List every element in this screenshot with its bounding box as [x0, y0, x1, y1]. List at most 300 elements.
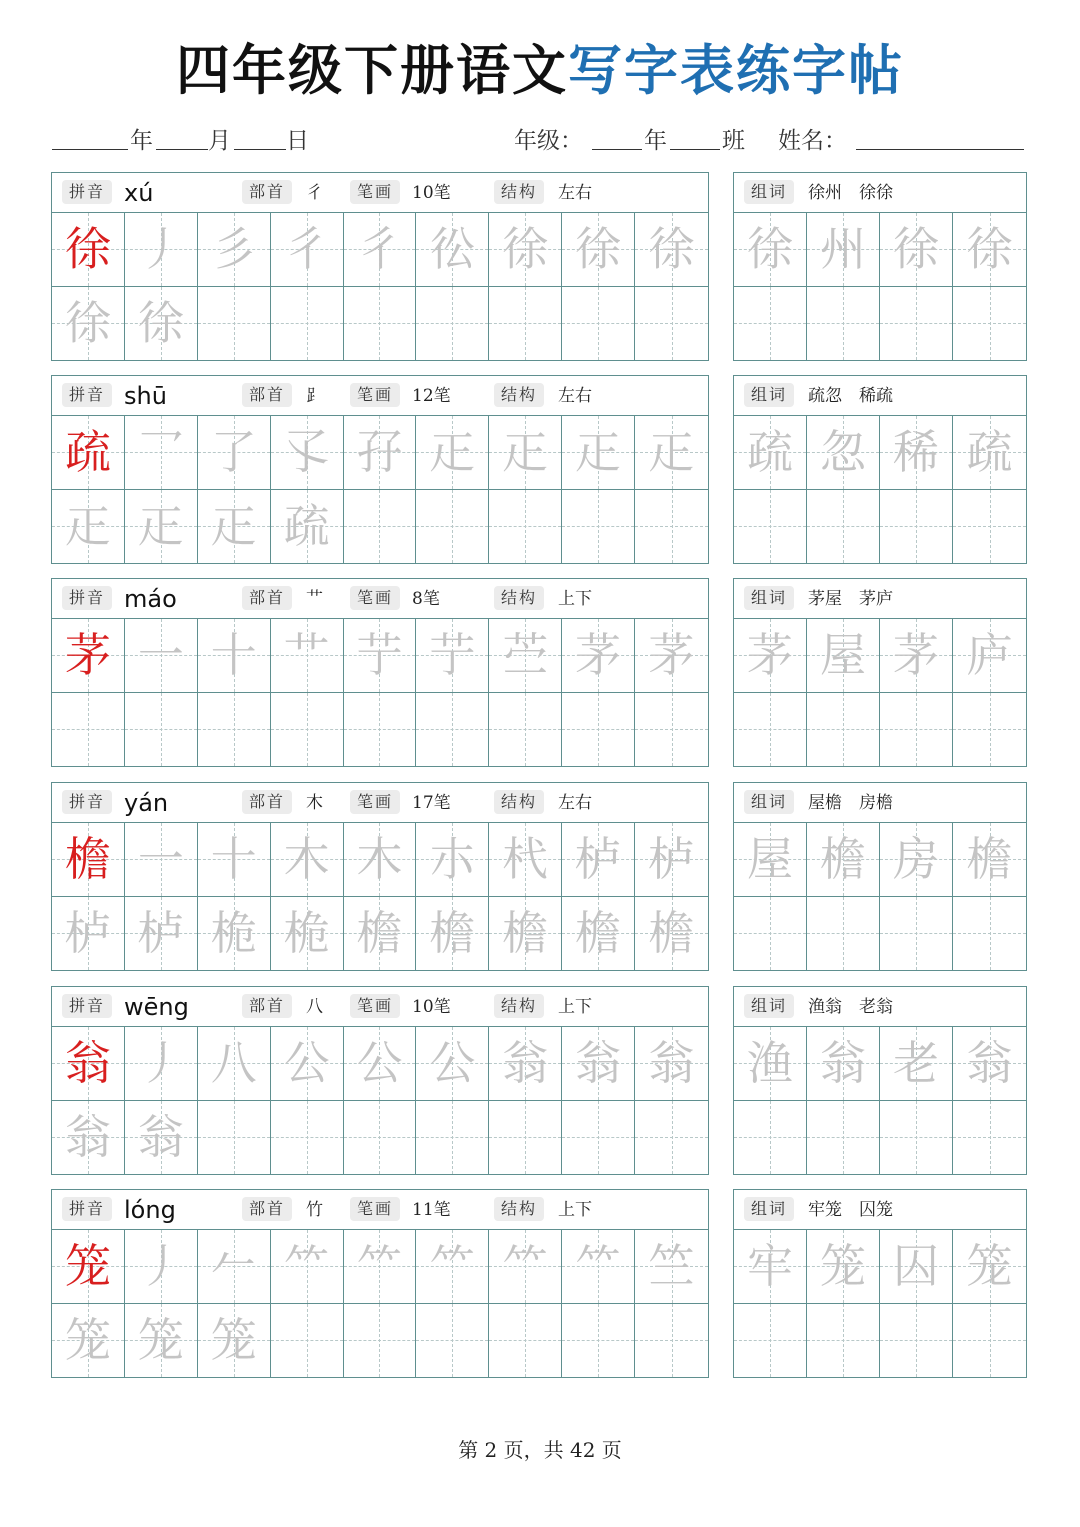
stroke-step-char: 翁 — [64, 1110, 111, 1165]
word-trace-char: 翁 — [966, 1036, 1013, 1091]
stroke-panel-header — [52, 987, 708, 1027]
practice-cell[interactable] — [344, 287, 417, 361]
stroke-step-char: 翁 — [137, 1110, 184, 1165]
word-cell[interactable] — [807, 823, 880, 897]
practice-cell[interactable] — [198, 1027, 271, 1101]
practice-cell[interactable] — [125, 619, 198, 693]
word-cell[interactable] — [807, 1101, 880, 1175]
word-cell[interactable] — [880, 897, 953, 971]
practice-cell[interactable] — [562, 619, 635, 693]
practice-cell[interactable] — [416, 416, 489, 490]
practice-cell[interactable] — [198, 1101, 271, 1175]
name-blank[interactable] — [856, 149, 1024, 150]
stroke-step-char: 丿 — [137, 222, 184, 277]
structure-value: 左右 — [558, 386, 592, 406]
radical-value: 彳 — [306, 183, 323, 203]
practice-cell[interactable] — [562, 823, 635, 897]
practice-cell[interactable] — [489, 213, 562, 287]
practice-cell[interactable] — [52, 1230, 125, 1304]
word-trace-char: 笼 — [820, 1239, 866, 1294]
practice-cell[interactable] — [198, 1230, 271, 1304]
practice-cell[interactable] — [271, 1304, 344, 1378]
char-row — [51, 172, 1027, 361]
word-cell[interactable] — [953, 1304, 1026, 1378]
pinyin-tag: 拼音 — [62, 790, 112, 814]
stroke-step-char: 檐 — [502, 906, 549, 961]
practice-cell[interactable] — [125, 1304, 198, 1378]
practice-cell[interactable] — [489, 287, 562, 361]
word-cell[interactable] — [734, 1101, 807, 1175]
practice-cell[interactable] — [635, 619, 708, 693]
stroke-panel — [51, 375, 709, 564]
practice-cell[interactable] — [271, 416, 344, 490]
practice-cell[interactable] — [489, 619, 562, 693]
stroke-grid — [52, 1027, 708, 1174]
radical-tag: 部首 — [242, 1197, 292, 1221]
practice-cell[interactable] — [562, 416, 635, 490]
strokes-value: 11笔 — [412, 1200, 451, 1220]
practice-cell[interactable] — [416, 1304, 489, 1378]
stroke-step-char: 徐 — [137, 296, 184, 351]
practice-cell[interactable] — [635, 897, 708, 971]
words-tag: 组词 — [744, 383, 794, 407]
strokes-tag: 笔画 — [350, 180, 400, 204]
practice-cell[interactable] — [198, 897, 271, 971]
practice-cell[interactable] — [635, 1230, 708, 1304]
stroke-panel-header — [52, 783, 708, 823]
words-tag: 组词 — [744, 586, 794, 610]
word-trace-char: 徐 — [966, 222, 1013, 277]
stroke-step-char: 栌 — [575, 832, 622, 887]
words-value: 茅屋 茅庐 — [808, 589, 893, 609]
practice-cell[interactable] — [271, 1027, 344, 1101]
practice-cell[interactable] — [416, 287, 489, 361]
structure-value: 上下 — [558, 997, 592, 1017]
word-panel — [733, 375, 1027, 564]
strokes-value: 10笔 — [412, 997, 451, 1017]
practice-cell[interactable] — [635, 213, 708, 287]
stroke-step-char: 孖 — [356, 425, 403, 480]
practice-cell[interactable] — [344, 213, 417, 287]
stroke-step-char: 疏 — [283, 499, 330, 554]
grade-class-blank[interactable] — [670, 149, 720, 150]
practice-cell[interactable] — [489, 1101, 562, 1175]
practice-cell[interactable] — [198, 1304, 271, 1378]
practice-cell[interactable] — [416, 1230, 489, 1304]
word-cell[interactable] — [734, 1027, 807, 1101]
radical-tag: 部首 — [242, 790, 292, 814]
words-tag: 组词 — [744, 994, 794, 1018]
practice-cell[interactable] — [125, 1230, 198, 1304]
word-cell[interactable] — [880, 213, 953, 287]
practice-cell[interactable] — [198, 619, 271, 693]
word-cell[interactable] — [880, 823, 953, 897]
month-blank[interactable] — [156, 149, 208, 150]
word-trace-char: 笼 — [966, 1239, 1013, 1294]
practice-cell[interactable] — [489, 490, 562, 564]
words-value: 牢笼 囚笼 — [808, 1200, 893, 1220]
practice-cell[interactable] — [635, 287, 708, 361]
practice-cell[interactable] — [635, 1101, 708, 1175]
char-row — [51, 782, 1027, 971]
page-footer: 第 2 页，共 42 页 — [458, 1438, 622, 1462]
practice-cell[interactable] — [489, 897, 562, 971]
practice-cell[interactable] — [125, 823, 198, 897]
practice-cell[interactable] — [562, 287, 635, 361]
stroke-step-char: ⺮ — [575, 1239, 622, 1294]
stroke-grid — [52, 213, 708, 360]
practice-cell[interactable] — [416, 1027, 489, 1101]
word-trace-char: 疏 — [747, 425, 793, 480]
stroke-panel-header — [52, 173, 708, 213]
word-cell[interactable] — [880, 1230, 953, 1304]
stroke-step-char: 艹 — [283, 628, 330, 683]
stroke-step-char: 檐 — [648, 906, 695, 961]
model-char: 笼 — [64, 1239, 111, 1294]
word-grid — [734, 1230, 1026, 1377]
radical-value: ⻊ — [306, 386, 323, 406]
word-cell[interactable] — [880, 1027, 953, 1101]
practice-cell[interactable] — [344, 823, 417, 897]
stroke-step-char: 𤴓 — [210, 499, 257, 554]
word-cell[interactable] — [953, 693, 1026, 767]
words-value: 疏忽 稀疏 — [808, 386, 893, 406]
practice-cell[interactable] — [344, 490, 417, 564]
word-cell[interactable] — [880, 1304, 953, 1378]
practice-cell[interactable] — [562, 1230, 635, 1304]
word-cell[interactable] — [880, 287, 953, 361]
word-cell[interactable] — [807, 1230, 880, 1304]
practice-cell[interactable] — [271, 1101, 344, 1175]
word-grid — [734, 823, 1026, 970]
practice-cell[interactable] — [562, 1027, 635, 1101]
radical-value: 木 — [306, 793, 323, 813]
strokes-tag: 笔画 — [350, 586, 400, 610]
year-blank[interactable] — [52, 149, 128, 150]
practice-cell[interactable] — [52, 213, 125, 287]
practice-cell[interactable] — [635, 416, 708, 490]
stroke-step-char: 笼 — [210, 1313, 257, 1368]
word-cell[interactable] — [807, 1304, 880, 1378]
stroke-step-char: 朩 — [429, 832, 476, 887]
stroke-panel — [51, 172, 709, 361]
pinyin-value: lóng — [124, 1196, 176, 1224]
word-cell[interactable] — [953, 416, 1026, 490]
practice-cell[interactable] — [344, 619, 417, 693]
day-label: 日 — [286, 128, 309, 154]
practice-cell[interactable] — [125, 1027, 198, 1101]
stroke-panel-header — [52, 1190, 708, 1230]
word-cell[interactable] — [807, 416, 880, 490]
word-trace-char: 囚 — [893, 1239, 939, 1294]
word-cell[interactable] — [734, 823, 807, 897]
word-cell[interactable] — [734, 897, 807, 971]
practice-cell[interactable] — [635, 823, 708, 897]
strokes-tag: 笔画 — [350, 994, 400, 1018]
stroke-step-char: ⺮ — [356, 1239, 403, 1294]
pinyin-value: yán — [124, 789, 169, 817]
practice-cell[interactable] — [416, 490, 489, 564]
radical-value: 竹 — [306, 1200, 323, 1220]
stroke-step-char: 茅 — [648, 628, 695, 683]
stroke-step-char: 徐 — [64, 296, 111, 351]
model-char: 徐 — [64, 222, 111, 277]
word-cell[interactable] — [953, 213, 1026, 287]
word-cell[interactable] — [953, 1027, 1026, 1101]
radical-value: 艹 — [306, 589, 323, 609]
grade-class-label: 班 — [722, 128, 745, 154]
word-trace-char: 牢 — [747, 1239, 793, 1294]
stroke-panel — [51, 782, 709, 971]
stroke-panel — [51, 1189, 709, 1378]
stroke-step-char: ⺮ — [502, 1239, 549, 1294]
radical-tag: 部首 — [242, 994, 292, 1018]
word-grid — [734, 619, 1026, 766]
words-tag: 组词 — [744, 790, 794, 814]
practice-cell[interactable] — [271, 619, 344, 693]
practice-cell[interactable] — [489, 1304, 562, 1378]
word-cell[interactable] — [807, 490, 880, 564]
practice-cell[interactable] — [562, 490, 635, 564]
practice-cell[interactable] — [344, 416, 417, 490]
stroke-step-char: ⺮ — [429, 1239, 476, 1294]
stroke-step-char: 一 — [137, 832, 184, 887]
stroke-step-char: 木 — [356, 832, 403, 887]
stroke-step-char: 竺 — [648, 1239, 695, 1294]
word-panel-header — [734, 1190, 1026, 1230]
practice-cell[interactable] — [271, 287, 344, 361]
structure-tag: 结构 — [494, 586, 544, 610]
stroke-step-char: 𤴓 — [429, 425, 476, 480]
day-blank[interactable] — [234, 149, 286, 150]
char-row — [51, 578, 1027, 767]
word-trace-char: 檐 — [966, 832, 1013, 887]
stroke-grid — [52, 416, 708, 563]
practice-cell[interactable] — [635, 490, 708, 564]
practice-cell[interactable] — [271, 693, 344, 767]
practice-cell[interactable] — [52, 1101, 125, 1175]
word-trace-char: 疏 — [966, 425, 1013, 480]
practice-cell[interactable] — [344, 897, 417, 971]
word-panel — [733, 782, 1027, 971]
practice-cell[interactable] — [271, 823, 344, 897]
word-panel-header — [734, 173, 1026, 213]
structure-tag: 结构 — [494, 180, 544, 204]
practice-cell[interactable] — [125, 490, 198, 564]
char-row — [51, 375, 1027, 564]
practice-cell[interactable] — [52, 897, 125, 971]
practice-cell[interactable] — [52, 619, 125, 693]
practice-cell[interactable] — [125, 693, 198, 767]
stroke-step-char: 桅 — [210, 906, 257, 961]
words-value: 徐州 徐徐 — [808, 183, 893, 203]
stroke-step-char: 十 — [210, 832, 257, 887]
word-grid — [734, 213, 1026, 360]
word-cell[interactable] — [807, 1027, 880, 1101]
practice-cell[interactable] — [198, 693, 271, 767]
word-cell[interactable] — [953, 490, 1026, 564]
word-cell[interactable] — [880, 1101, 953, 1175]
strokes-tag: 笔画 — [350, 383, 400, 407]
word-cell[interactable] — [734, 693, 807, 767]
strokes-value: 8笔 — [412, 589, 440, 609]
practice-cell[interactable] — [125, 897, 198, 971]
practice-cell[interactable] — [344, 1027, 417, 1101]
structure-value: 上下 — [558, 1200, 592, 1220]
word-cell[interactable] — [734, 490, 807, 564]
practice-cell[interactable] — [489, 1027, 562, 1101]
grade-year-blank[interactable] — [592, 149, 642, 150]
word-cell[interactable] — [807, 693, 880, 767]
practice-cell[interactable] — [52, 287, 125, 361]
word-trace-char: 徐 — [747, 222, 793, 277]
words-tag: 组词 — [744, 1197, 794, 1221]
practice-cell[interactable] — [416, 619, 489, 693]
radical-tag: 部首 — [242, 180, 292, 204]
stroke-step-char: 𤴓 — [64, 499, 111, 554]
word-trace-char: 屋 — [820, 628, 866, 683]
stroke-step-char: 笼 — [64, 1313, 111, 1368]
pinyin-tag: 拼音 — [62, 383, 112, 407]
practice-cell[interactable] — [125, 213, 198, 287]
year-label: 年 — [130, 128, 153, 154]
practice-cell[interactable] — [562, 897, 635, 971]
word-cell[interactable] — [734, 619, 807, 693]
word-cell[interactable] — [734, 416, 807, 490]
words-value: 渔翁 老翁 — [808, 997, 893, 1017]
word-grid — [734, 416, 1026, 563]
word-cell[interactable] — [807, 287, 880, 361]
practice-cell[interactable] — [125, 416, 198, 490]
stroke-panel-header — [52, 376, 708, 416]
practice-cell[interactable] — [125, 287, 198, 361]
word-cell[interactable] — [807, 619, 880, 693]
word-trace-char: 稀 — [893, 425, 939, 480]
word-grid — [734, 1027, 1026, 1174]
practice-cell[interactable] — [416, 823, 489, 897]
stroke-step-char: 艼 — [356, 628, 403, 683]
word-cell[interactable] — [953, 823, 1026, 897]
practice-cell[interactable] — [562, 213, 635, 287]
word-cell[interactable] — [807, 213, 880, 287]
word-cell[interactable] — [880, 693, 953, 767]
word-cell[interactable] — [807, 897, 880, 971]
word-cell[interactable] — [953, 619, 1026, 693]
practice-cell[interactable] — [416, 693, 489, 767]
practice-cell[interactable] — [489, 1230, 562, 1304]
word-panel-header — [734, 987, 1026, 1027]
stroke-panel — [51, 578, 709, 767]
word-cell[interactable] — [953, 897, 1026, 971]
stroke-step-char: 孓 — [283, 425, 330, 480]
practice-cell[interactable] — [416, 1101, 489, 1175]
practice-cell[interactable] — [635, 1304, 708, 1378]
stroke-step-char: 彡 — [210, 222, 257, 277]
stroke-step-char: 彳 — [283, 222, 330, 277]
practice-cell[interactable] — [416, 897, 489, 971]
month-label: 月 — [208, 128, 231, 154]
practice-cell[interactable] — [52, 1304, 125, 1378]
page-title — [0, 38, 1080, 102]
stroke-step-char: 𤴓 — [575, 425, 622, 480]
word-cell[interactable] — [953, 287, 1026, 361]
word-panel — [733, 578, 1027, 767]
char-row — [51, 1189, 1027, 1378]
practice-cell[interactable] — [271, 897, 344, 971]
stroke-step-char: 翁 — [648, 1036, 695, 1091]
word-trace-char: 老 — [893, 1036, 939, 1091]
practice-cell[interactable] — [489, 823, 562, 897]
practice-cell[interactable] — [52, 416, 125, 490]
word-trace-char: 徐 — [893, 222, 939, 277]
stroke-step-char: 十 — [210, 628, 257, 683]
practice-cell[interactable] — [198, 213, 271, 287]
practice-cell[interactable] — [198, 287, 271, 361]
practice-cell[interactable] — [52, 823, 125, 897]
practice-cell[interactable] — [562, 1101, 635, 1175]
practice-cell[interactable] — [198, 823, 271, 897]
strokes-tag: 笔画 — [350, 790, 400, 814]
words-value: 屋檐 房檐 — [808, 793, 893, 813]
practice-cell[interactable] — [198, 416, 271, 490]
structure-value: 上下 — [558, 589, 592, 609]
practice-cell[interactable] — [52, 490, 125, 564]
stroke-step-char: 公 — [283, 1036, 330, 1091]
practice-cell[interactable] — [344, 1101, 417, 1175]
practice-cell[interactable] — [416, 213, 489, 287]
practice-cell[interactable] — [635, 1027, 708, 1101]
grade-year-label: 年 — [644, 128, 667, 154]
practice-cell[interactable] — [271, 213, 344, 287]
model-char: 檐 — [64, 832, 111, 887]
stroke-panel — [51, 986, 709, 1175]
practice-cell[interactable] — [562, 1304, 635, 1378]
structure-tag: 结构 — [494, 790, 544, 814]
practice-cell[interactable] — [489, 693, 562, 767]
word-cell[interactable] — [734, 287, 807, 361]
practice-cell[interactable] — [52, 693, 125, 767]
word-cell[interactable] — [734, 213, 807, 287]
practice-cell[interactable] — [562, 693, 635, 767]
word-cell[interactable] — [880, 490, 953, 564]
stroke-step-char: 檐 — [429, 906, 476, 961]
stroke-step-char: 栌 — [648, 832, 695, 887]
practice-cell[interactable] — [271, 1230, 344, 1304]
practice-cell[interactable] — [489, 416, 562, 490]
pinyin-tag: 拼音 — [62, 994, 112, 1018]
practice-cell[interactable] — [344, 1230, 417, 1304]
word-trace-char: 翁 — [820, 1036, 866, 1091]
practice-cell[interactable] — [635, 693, 708, 767]
practice-cell[interactable] — [198, 490, 271, 564]
model-char: 翁 — [64, 1036, 111, 1091]
word-cell[interactable] — [880, 619, 953, 693]
practice-cell[interactable] — [52, 1027, 125, 1101]
practice-cell[interactable] — [125, 1101, 198, 1175]
word-cell[interactable] — [734, 1230, 807, 1304]
stroke-panel-header — [52, 579, 708, 619]
word-cell[interactable] — [880, 416, 953, 490]
practice-cell[interactable] — [344, 693, 417, 767]
practice-cell[interactable] — [271, 490, 344, 564]
stroke-step-char: 徐 — [575, 222, 622, 277]
practice-cell[interactable] — [344, 1304, 417, 1378]
word-cell[interactable] — [953, 1230, 1026, 1304]
word-cell[interactable] — [953, 1101, 1026, 1175]
stroke-step-char: 苎 — [502, 628, 549, 683]
grade-label: 年级： — [514, 128, 583, 154]
word-cell[interactable] — [734, 1304, 807, 1378]
